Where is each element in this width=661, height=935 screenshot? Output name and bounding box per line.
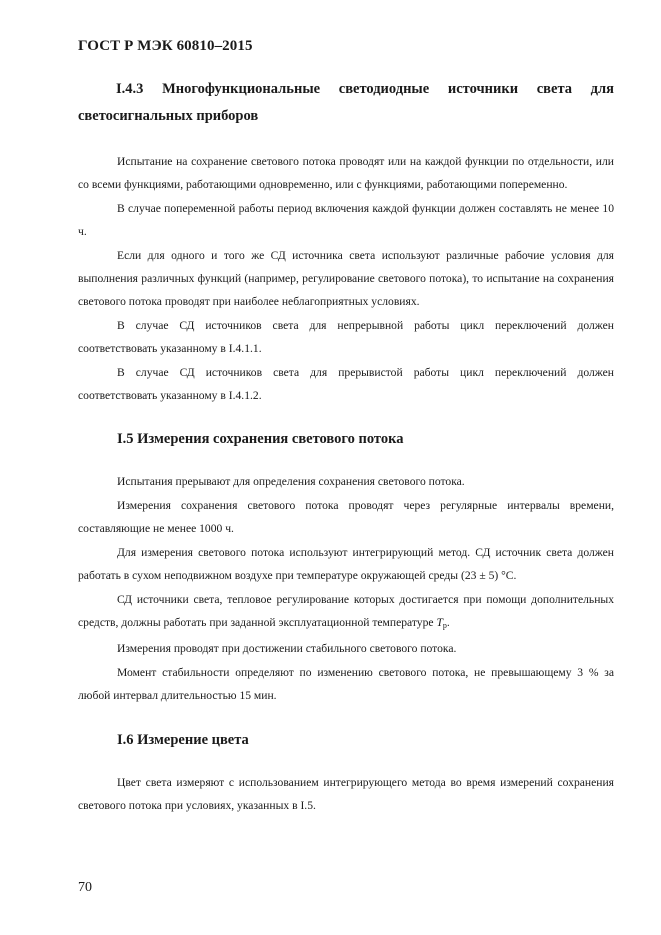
running-header: ГОСТ Р МЭК 60810–2015 (78, 38, 253, 54)
section-heading: I.6 Измерение цвета (117, 731, 249, 748)
paragraph: В случае попеременной работы период включения каждой функции должен составлять не менее 10 ч. (78, 201, 614, 239)
section-i-5 (78, 429, 614, 707)
paragraph-operating-temperature (78, 588, 614, 638)
section-heading: I.4.3 Многофункциональные светодиодные источники света для светосигнальных приборов (78, 81, 614, 124)
paragraph-text: СД источники света, тепловое регулирование которых достигается при помощи дополнительных средств, должны работать при заданной эксплуатационной температуре (78, 592, 614, 629)
section-heading: I.5 Измерения сохранения светового потока (117, 431, 404, 448)
paragraph: Испытание на сохранение светового потока проводят или на каждой функции по отдельности, или со всеми функциями, работающими одновременно, или с функциями, работающими попеременно. (78, 155, 614, 192)
page-content (78, 76, 614, 817)
section-i-6 (78, 730, 614, 818)
paragraph: Момент стабильности определяют по изменению светового потока, не превышающему 3 % за любой интервал длительностью 15 мин. (78, 665, 614, 703)
temperature-symbol: T (436, 615, 443, 629)
paragraph: Для измерения светового потока используют интегрирующий метод. СД источник света должен работать в сухом неподвижном воздухе при температуре окружающей среды (23 ± 5) °С. (78, 545, 614, 583)
paragraph: Испытания прерывают для определения сохранения светового потока. (117, 475, 465, 489)
paragraph: В случае СД источников света для непрерывной работы цикл переключений должен соответствовать указанному в I.4.1.1. (78, 318, 614, 356)
temperature-subscript: p (442, 620, 447, 630)
paragraph-end: . (446, 615, 450, 629)
paragraph: Измерения сохранения светового потока проводят через регулярные интервалы времени, составляющие не менее 1000 ч. (78, 498, 614, 536)
paragraph: Измерения проводят при достижении стабильного светового потока. (117, 642, 457, 656)
paragraph: Если для одного и того же СД источника света используют различные рабочие условия для выполнения различных функций (например, регулирование светового потока), то испытание на сохранения светового потока проводят при наиболее неблагоприятных условиях. (78, 248, 614, 309)
paragraph: В случае СД источников света для прерывистой работы цикл переключений должен соответствовать указанному в I.4.1.2. (78, 365, 614, 403)
section-i-4-3 (78, 76, 614, 407)
paragraph: Цвет света измеряют с использованием интегрирующего метода во время измерений сохранения светового потока при условиях, указанных в I.5. (78, 775, 614, 812)
page-number: 70 (78, 880, 92, 895)
